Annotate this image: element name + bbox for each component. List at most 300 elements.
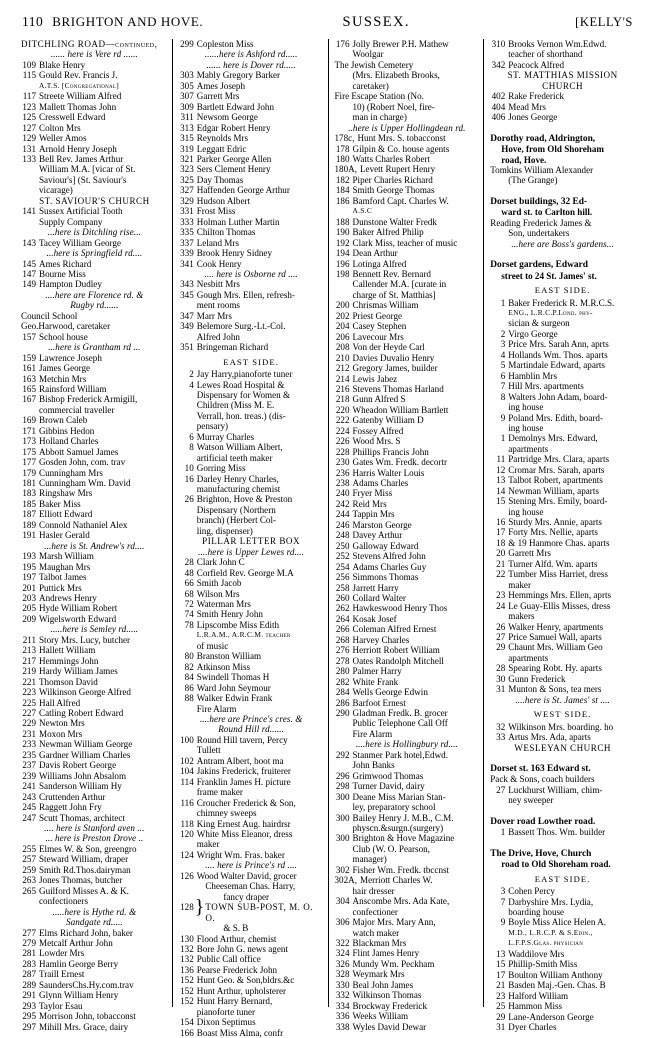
- entry-text: Bell Rev. James Arthur: [39, 153, 124, 164]
- entry-number: 17: [496, 969, 506, 980]
- directory-entry: [21, 948, 168, 958]
- directory-entry: [21, 990, 168, 1000]
- entry-text: Jay Harry,pianoforte tuner: [196, 369, 293, 380]
- entry-number: 132: [180, 954, 194, 965]
- directory-entry: [179, 777, 324, 787]
- entry-text: Cruttenden Arthur: [39, 791, 106, 802]
- directory-entry: [179, 693, 324, 703]
- entry-number: 84: [184, 672, 194, 683]
- entry-number: 14: [496, 485, 506, 496]
- directory-entry: [179, 442, 324, 452]
- entry-text-cont: confectioners: [39, 896, 88, 907]
- entry-text: Gould Rev. Francis J.: [39, 70, 118, 81]
- entry-number: 276: [335, 645, 350, 656]
- cross-reference: .... here is Prince's rd ....: [205, 860, 298, 871]
- entry-text-cont: caretaker): [352, 80, 389, 91]
- entry-text: Wood Mrs. S: [352, 436, 401, 447]
- directory-entry: [490, 674, 635, 684]
- entry-text: Adams Charles Guy: [352, 561, 427, 572]
- directory-entry: [21, 687, 168, 697]
- directory-entry: [179, 620, 324, 630]
- entry-number: 178c,: [334, 133, 355, 144]
- entry-number: 104: [180, 766, 194, 777]
- directory-entry: [335, 875, 480, 885]
- entry-number: 8: [189, 442, 194, 453]
- directory-entry: [335, 300, 480, 310]
- entry-number: 152: [180, 985, 194, 996]
- directory-entry: [179, 474, 324, 484]
- directory-column-1: [16, 39, 172, 1032]
- entry-text: Taylor Esau: [39, 1000, 83, 1011]
- entry-number: 292: [335, 749, 350, 760]
- entry-number: 296: [335, 770, 350, 781]
- entry-number: 78: [184, 619, 194, 630]
- directory-entry: [21, 593, 168, 603]
- entry-text: Cromar Mrs. Sarah, aparts: [508, 464, 605, 475]
- directory-entry: [21, 530, 168, 540]
- directory-entry: [179, 70, 324, 80]
- entry-number: 228: [335, 446, 350, 457]
- entry-number: 171: [22, 425, 36, 436]
- entry-number: 202: [335, 310, 350, 321]
- brace-icon: }: [194, 896, 205, 919]
- entry-text-cont: apartments: [508, 652, 549, 663]
- directory-entry: [179, 369, 324, 379]
- entry-text-cont: John Banks: [352, 760, 395, 771]
- entry-text: Artus Mrs. Ada, aparts: [508, 732, 591, 743]
- entry-number: 280: [335, 666, 350, 677]
- entry-text: Elmes W. & Son, greengro: [39, 843, 137, 854]
- entry-number: 304: [335, 896, 350, 907]
- directory-entry: [21, 708, 168, 718]
- entry-number: 30: [496, 673, 506, 684]
- entry-number: 28: [184, 557, 194, 568]
- entry-text-cont: chimney sweeps: [196, 808, 257, 819]
- directory-entry: [490, 622, 635, 632]
- entry-number: 32: [496, 721, 506, 732]
- directory-entry: [21, 436, 168, 446]
- entry-number: 300: [335, 791, 350, 802]
- entry-text: Luckhurst William, chim-: [508, 784, 603, 795]
- directory-entry: [335, 917, 480, 927]
- entry-text: Brown Caleb: [39, 415, 88, 426]
- entry-text: Dixon Septimus: [196, 1017, 256, 1028]
- directory-entry: [21, 70, 168, 80]
- directory-entry: [490, 371, 635, 381]
- directory-entry: [490, 897, 635, 907]
- directory-entry: [335, 813, 480, 823]
- directory-entry: [335, 656, 480, 666]
- directory-entry: [490, 465, 635, 475]
- entry-number: 109: [22, 59, 36, 70]
- entry-text-cont: branch) (Herbert Col-: [196, 515, 277, 526]
- entry-text: Hasler Gerald: [39, 530, 90, 541]
- entry-number: 66: [184, 578, 194, 589]
- entry-number: 323: [180, 164, 194, 175]
- entry-text: Colton Mrs: [39, 122, 81, 133]
- directory-entry: [179, 578, 324, 588]
- entry-number: 127: [22, 122, 36, 133]
- directory-entry: [179, 380, 324, 390]
- entry-number: 193: [22, 551, 36, 562]
- entry-text: Bamford Capt. Charles W.: [352, 195, 449, 206]
- entry-number: 145: [22, 258, 36, 269]
- directory-entry: [335, 562, 480, 572]
- entry-text-cont: ment rooms: [196, 300, 240, 311]
- entry-text: Watts Charles Robert: [352, 153, 431, 164]
- directory-entry: [490, 329, 635, 339]
- entry-number: 300: [335, 833, 350, 844]
- directory-entry: [335, 468, 480, 478]
- entry-number: 287: [22, 969, 36, 980]
- entry-number: 298: [335, 781, 350, 792]
- directory-entry: [335, 980, 480, 990]
- entry-text-cont: Fire Alarm: [352, 728, 393, 739]
- entry-text: Harris Walter Louis: [352, 467, 425, 478]
- entry-number: 157: [22, 331, 36, 342]
- entry-text: Cohen Percy: [508, 886, 555, 897]
- entry-text: Grimwood Thomas: [352, 770, 424, 781]
- entry-text: Dyer Charles: [508, 1021, 557, 1032]
- side-label: EAST SIDE.: [534, 285, 591, 296]
- directory-entry: [490, 360, 635, 370]
- directory-entry: [21, 854, 168, 864]
- entry-text: Holland Charles: [39, 436, 99, 447]
- entry-text: Wheadon William Bartlett: [352, 404, 449, 415]
- entry-text-cont: charge of St. Matthias]: [352, 289, 436, 300]
- entry-number: 250: [335, 540, 350, 551]
- directory-entry: [21, 468, 168, 478]
- entry-text: Partridge Mrs. Clara, aparts: [508, 454, 610, 465]
- directory-entry: [179, 934, 324, 944]
- entry-number: 247: [22, 812, 36, 823]
- entry-text: Brooks Vernon Wm.Edwd.: [508, 39, 607, 49]
- entry-text: & 19 Hanmore Chas. aparts: [508, 537, 610, 548]
- directory-entry: [179, 975, 324, 985]
- entry-text: Hamblin Mrs: [508, 370, 558, 381]
- entry-number: 211: [22, 634, 36, 645]
- entry-text: Hollands Wm. Thos. aparts: [508, 349, 608, 360]
- entry-number: 124: [180, 849, 194, 860]
- entry-number: 326: [335, 958, 350, 969]
- directory-entry: [179, 557, 324, 567]
- entry-text: Lipscombe Miss Edith: [196, 619, 280, 630]
- directory-entry: [21, 760, 168, 770]
- entry-text-cont: vicarage): [39, 185, 73, 196]
- entry-text: Hallett William: [39, 645, 96, 656]
- entry-text: Mably Gregory Barker: [196, 70, 281, 81]
- entry-text-cont: (The Grange): [508, 175, 558, 186]
- cross-reference: ....here is St. James' st ....: [515, 694, 610, 705]
- entry-text: Boast Miss Alma, confr: [196, 1027, 284, 1038]
- entry-text-cont: ney sweeper: [508, 795, 554, 806]
- directory-entry: [335, 572, 480, 582]
- directory-entry: [335, 238, 480, 248]
- entry-text: Anscombe Mrs. Ada Kate,: [352, 896, 450, 907]
- directory-entry: [335, 488, 480, 498]
- entry-text-cont: (Mrs. Elizabeth Brooks,: [352, 70, 440, 81]
- entry-text-cont: hair dresser: [352, 885, 395, 896]
- entry-number: 166: [180, 1027, 194, 1038]
- directory-entry: [335, 509, 480, 519]
- running-head: [22, 14, 633, 30]
- directory-entry: [490, 102, 635, 112]
- entry-text: Gilpin & Co. house agents: [352, 143, 450, 154]
- entry-number: 4: [189, 379, 194, 390]
- directory-entry: [335, 447, 480, 457]
- entry-text-cont: Public Telephone Call Off: [352, 718, 448, 729]
- entry-number: 315: [180, 133, 194, 144]
- institution-name: [179, 536, 324, 546]
- entry-text: Fire Escape Station (No.: [334, 91, 424, 102]
- directory-entry: [335, 405, 480, 415]
- entry-number: 88: [184, 693, 194, 704]
- entry-text: Croucher Frederick & Son,: [196, 797, 296, 808]
- section-gap: [490, 249, 635, 254]
- entry-text: Merriott Charles W.: [359, 875, 433, 886]
- directory-entry: [21, 415, 168, 425]
- directory-entry: [179, 568, 324, 578]
- directory-entry: [21, 363, 168, 373]
- entry-text: Branston William: [196, 651, 262, 662]
- entry-text: Pack & Sons, coach builders: [490, 774, 595, 785]
- entry-text: King Ernest Aug. hairdrsr: [196, 818, 291, 829]
- entry-number: 277: [22, 927, 36, 938]
- entry-number: 218: [335, 394, 350, 405]
- entry-number: 295: [22, 1011, 36, 1022]
- entry-number: 216: [335, 383, 350, 394]
- entry-number: 22: [496, 569, 506, 580]
- entry-text: Sers Clement Henry: [196, 164, 271, 175]
- entry-text-cont: Children (Miss M. E.: [196, 400, 275, 411]
- entry-text-cont: confectioner: [352, 906, 398, 917]
- directory-entry: [21, 353, 168, 363]
- directory-entry: [21, 478, 168, 488]
- entry-text: Ringshaw Mrs: [39, 488, 93, 499]
- entry-text: Newman William, aparts: [508, 485, 599, 496]
- street-heading: [490, 849, 635, 859]
- directory-entry: [490, 454, 635, 464]
- directory-entry: [179, 81, 324, 91]
- entry-text: Ames Richard: [39, 258, 92, 269]
- entry-text: Abbott Samuel James: [39, 446, 119, 457]
- entry-text: Priest George: [352, 310, 403, 321]
- directory-entry: [335, 39, 480, 49]
- running-head-left: BRIGHTON AND HOVE.: [52, 14, 204, 29]
- entry-number: 190: [335, 227, 350, 238]
- entry-text-cont: Callender M.A. [curate in: [352, 279, 447, 290]
- street-heading-label: The Drive, Hove, Church: [490, 848, 592, 859]
- entry-number: 1: [500, 827, 506, 838]
- entry-text: TOWN SUB-POST, M. O. O.: [205, 902, 314, 923]
- entry-text: Davies Duvalio Henry: [352, 352, 435, 363]
- entry-number: 334: [335, 1000, 350, 1011]
- entry-number: 310: [491, 39, 506, 49]
- directory-entry: [335, 217, 480, 227]
- entry-number: 233: [22, 739, 36, 750]
- entry-text: Cresswell Edward: [39, 112, 106, 123]
- entry-text: Andrews Henry: [39, 593, 97, 604]
- directory-entry: [179, 91, 324, 101]
- cross-reference: ....here is Upper Lewes rd....: [198, 546, 305, 557]
- entry-text: Rainsford William: [39, 383, 107, 394]
- entry-text: Public Call office: [196, 954, 261, 965]
- directory-entry: [21, 928, 168, 938]
- directory-entry: [179, 756, 324, 766]
- entry-number: 159: [22, 352, 36, 363]
- directory-entry: [335, 614, 480, 624]
- entry-number: 1: [500, 433, 506, 444]
- directory-entry: [21, 781, 168, 791]
- entry-number: 333: [180, 216, 194, 227]
- directory-entry: [335, 342, 480, 352]
- entry-number: 239: [22, 770, 36, 781]
- entry-text: Dunstone Walter Fredk: [352, 216, 437, 227]
- directory-entry: [490, 601, 635, 611]
- directory-entry: [335, 91, 480, 101]
- directory-entry: [179, 965, 324, 975]
- entry-text-cont: ing house: [508, 402, 544, 413]
- directory-entry: [179, 662, 324, 672]
- entry-number: 187: [22, 509, 36, 520]
- entry-text: Swindell Thomas H: [196, 672, 270, 683]
- entry-number: 223: [22, 687, 36, 698]
- entry-text-cont: Fire Alarm: [196, 703, 237, 714]
- street-heading-label: Dorset buildings, 32 Ed-: [490, 196, 588, 207]
- directory-entry: [335, 593, 480, 603]
- directory-entry: [21, 311, 168, 321]
- directory-entry: [335, 530, 480, 540]
- directory-entry: [490, 486, 635, 496]
- entry-text: Gough Mrs. Ellen, refresh-: [196, 289, 295, 300]
- entry-number: 328: [335, 969, 350, 980]
- directory-entry: [335, 478, 480, 488]
- entry-text: Lowder Mrs: [39, 948, 85, 959]
- directory-entry: [335, 332, 480, 342]
- entry-text: Brighton & Hove Magazine: [352, 833, 455, 844]
- entry-text: Newsom George: [196, 112, 258, 123]
- entry-number: 136: [180, 964, 194, 975]
- directory-entry: [490, 475, 635, 485]
- entry-number: 229: [22, 718, 36, 729]
- entry-text: The Jewish Cemetery: [334, 59, 414, 70]
- entry-text: White Frank: [352, 676, 399, 687]
- entry-text: Wilson Mrs: [196, 588, 240, 599]
- entry-number: 48: [184, 567, 194, 578]
- cross-reference: ... here is Preston Drove ..: [45, 833, 144, 844]
- entry-number: 299: [180, 39, 194, 49]
- entry-number: 179: [22, 467, 36, 478]
- directory-entry: [335, 259, 480, 269]
- entry-number: 4: [500, 349, 506, 360]
- entry-text: Steward William, draper: [39, 854, 129, 865]
- directory-entry: [179, 735, 324, 745]
- entry-text: Gorring Miss: [196, 463, 246, 474]
- cross-reference: .... here is Stanford aven ...: [44, 822, 145, 833]
- directory-entry: [179, 123, 324, 133]
- directory-entry: [490, 1012, 635, 1022]
- directory-entry: [179, 683, 324, 693]
- entry-text: Clark Miss, teacher of music: [352, 237, 458, 248]
- section-gap: [490, 123, 635, 128]
- entry-text: Smith Jacob: [196, 578, 242, 589]
- entry-number: 322: [335, 937, 350, 948]
- directory-entry: [490, 39, 635, 49]
- cross-reference: ......here is Ashford rd.....: [204, 49, 298, 60]
- entry-text: Darley Henry Charles,: [196, 473, 279, 484]
- directory-entry: [179, 996, 324, 1006]
- entry-text: Adams Charles: [352, 478, 409, 489]
- entry-number: 214: [335, 373, 350, 384]
- entry-number: 1: [500, 297, 506, 308]
- entry-text: Bore John G. news agent: [196, 943, 288, 954]
- entry-number: 351: [180, 342, 194, 353]
- entry-number: 182: [335, 174, 350, 185]
- entry-text: Chrismas William: [352, 300, 419, 311]
- entry-number: 9: [500, 412, 506, 423]
- entry-text: Waddilove Mrs: [508, 948, 565, 959]
- entry-number: 183: [22, 488, 36, 499]
- entry-text: Elms Richard John, baker: [39, 927, 133, 938]
- entry-number: 206: [335, 331, 350, 342]
- entry-text: Von der Heyde Carl: [352, 342, 425, 353]
- directory-entry: [335, 551, 480, 561]
- entry-text: Elliott Edward: [39, 509, 93, 520]
- directory-entry: [21, 154, 168, 164]
- entry-text: Turner Alfd. Wm. aparts: [508, 558, 598, 569]
- entry-text: Harvey Charles: [352, 634, 410, 645]
- directory-entry: [179, 227, 324, 237]
- entry-text: Cunningham Mrs: [39, 467, 103, 478]
- entry-text: Day Thomas: [196, 174, 244, 185]
- directory-entry: [490, 642, 635, 652]
- cross-reference: ...here are Boss's gardens...: [511, 238, 614, 249]
- entry-text: Stevens Thomas Harland: [352, 383, 444, 394]
- directory-entry: [490, 785, 635, 795]
- entry-text: Round Hill tavern, Percy: [196, 734, 288, 745]
- entry-number: 219: [22, 666, 36, 677]
- entry-number: 264: [335, 613, 350, 624]
- entry-text: Blackman Mrs: [352, 937, 407, 948]
- entry-text: Martindale Edward, aparts: [508, 360, 605, 371]
- directory-entry: [335, 938, 480, 948]
- directory-entry: [179, 217, 324, 227]
- entry-number: 120: [180, 828, 194, 839]
- entry-number: 116: [180, 797, 194, 808]
- entry-text: Davis Robert George: [39, 760, 117, 771]
- directory-entry: [179, 206, 324, 216]
- directory-entry: [335, 833, 480, 843]
- entry-number: 212: [335, 363, 350, 374]
- entry-text: Holman Luther Martin: [196, 216, 280, 227]
- entry-number: 278: [335, 655, 350, 666]
- entry-text: Mallett Thomas John: [39, 101, 117, 112]
- entry-text: Thomson David: [39, 676, 98, 687]
- entry-number: 222: [335, 415, 350, 426]
- directory-entry: [21, 102, 168, 112]
- entry-text: Talbot Robert, apartments: [508, 475, 603, 486]
- entry-text: Weller Amos: [39, 133, 87, 144]
- entry-text: Wilkinson Thomas: [352, 990, 422, 1001]
- directory-entry: [179, 290, 324, 300]
- street-heading: [490, 260, 635, 270]
- entry-text: Edgar Robert Henry: [196, 122, 271, 133]
- entry-text: Virgo George: [508, 328, 558, 339]
- entry-number: 125: [22, 112, 36, 123]
- entry-number: 255: [22, 843, 36, 854]
- directory-entry: [179, 248, 324, 258]
- entry-text: SaundersChs.Hy.com.trav: [39, 979, 134, 990]
